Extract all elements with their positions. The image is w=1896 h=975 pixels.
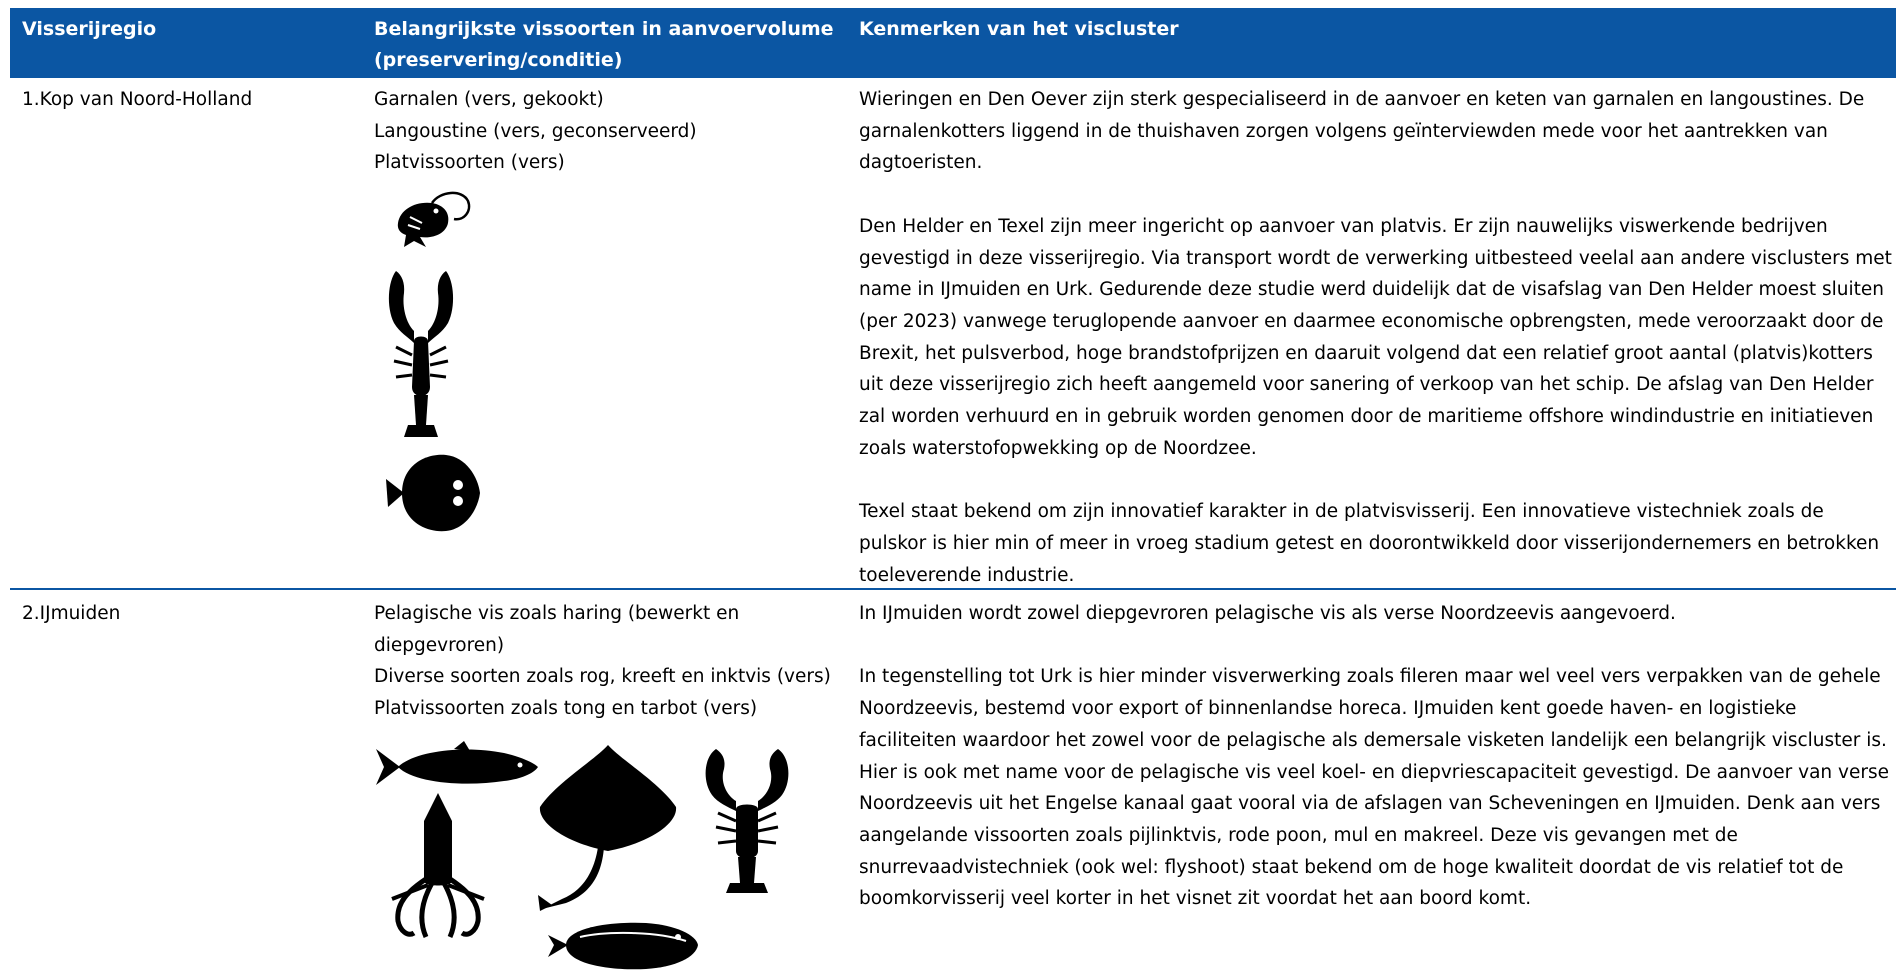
table-header <box>10 8 1896 78</box>
species-cell <box>362 598 849 975</box>
flatfish-icon <box>382 451 482 536</box>
species-line: Diverse soorten zoals rog, kreeft en inktvis (vers) <box>374 666 831 688</box>
species-line: Platvissoorten (vers) <box>374 152 565 174</box>
paragraph <box>859 496 1896 591</box>
text-line: aangelande vissoorten zoals pijlinktvis, rode poon, mul en makreel. Deze vis gevangen met de <box>859 824 1738 846</box>
text-line: Den Helder en Texel zijn meer ingericht op aanvoer van platvis. Er zijn nauwelijks viswerkende bedrijven <box>859 215 1828 237</box>
text-line: Wieringen en Den Oever zijn sterk gespecialiseerd in de aanvoer en keten van garnalen en langoustines. De <box>859 89 1865 110</box>
text-line: boomkorvisserij veel korter in het visnet zit voordat het aan boord komt. <box>859 888 1532 910</box>
lobster-icon <box>702 747 792 897</box>
header-characteristics: Kenmerken van het viscluster <box>859 18 1179 40</box>
species-line: Platvissoorten zoals tong en tarbot (vers) <box>374 698 758 720</box>
text-line: garnalenkotters liggend in de thuishaven zorgen volgens geïnterviewden mede voor het aantrekken van <box>859 120 1828 142</box>
header-region: Visserijregio <box>22 18 157 40</box>
text-line: (per 2023) vanwege teruglopende aanvoer en daarmee economische opbrengsten, mede veroorzaakt door de <box>859 310 1884 332</box>
text-line: dagtoeristen. <box>859 152 983 174</box>
region-cell: 2.IJmuiden <box>22 603 121 624</box>
paragraph <box>859 598 1896 630</box>
ray-icon <box>536 743 681 913</box>
text-line: Hier is ook met name voor de pelagische vis veel koel- en diepvriescapaciteit gevestigd. De aanvoer van verse <box>859 761 1889 783</box>
text-line: snurrevaadvistechniek (ook wel: flyshoot) staat bekend om de hoge kwaliteit doordat de vis relatief tot de <box>859 856 1844 878</box>
text-line: In IJmuiden wordt zowel diepgevroren pelagische vis als verse Noordzeevis aangevoerd. <box>859 603 1676 624</box>
text-line: Noordzeevis, bestemd voor export of binnenlandse horeca. IJmuiden kent goede haven- en logistieke <box>859 698 1797 720</box>
squid-icon <box>388 791 488 945</box>
species-line: diepgevroren) <box>374 634 505 656</box>
species-cell <box>362 84 849 588</box>
species-line: Langoustine (vers, geconserveerd) <box>374 120 697 142</box>
shrimp-icon <box>392 189 472 255</box>
herring-icon <box>374 739 539 795</box>
paragraph <box>859 84 1896 179</box>
paragraph <box>859 211 1896 465</box>
species-icons <box>374 179 849 539</box>
header-species <box>362 14 849 78</box>
text-line: Brexit, het pulsverbod, hoge brandstofprijzen en daaruit volgend dat een relatief groot aantal (platvis)kotters <box>859 342 1873 364</box>
text-line: zal worden verhuurd en in gebruik worden genomen door de maritieme offshore windindustrie en initiatieven <box>859 406 1874 428</box>
lobster-icon <box>386 267 456 442</box>
text-line: Texel staat bekend om zijn innovatief karakter in de platvisvisserij. Een innovatieve vistechniek zoals de <box>859 501 1824 523</box>
region-cell: 1.Kop van Noord-Holland <box>22 89 253 110</box>
table-row <box>10 590 1896 975</box>
text-line: toeleverende industrie. <box>859 564 1075 586</box>
fishery-regions-table <box>10 8 1896 975</box>
text-line: gevestigd in deze visserijregio. Via transport wordt de verwerking uitbesteed veelal aan andere visclusters met <box>859 247 1892 269</box>
characteristics-cell <box>849 84 1896 588</box>
text-line: name in IJmuiden en Urk. Gedurende deze studie werd duidelijk dat de visafslag van Den Helder moest sluiten <box>859 279 1884 301</box>
text-line: pulskor is hier min of meer in vroeg stadium getest en doorontwikkeld door visserijondernemers en betrokken <box>859 532 1880 554</box>
table-row <box>10 78 1896 590</box>
text-line: uit deze visserijregio zich heeft aangemeld voor sanering of verkoop van het schip. De afslag van Den Helder <box>859 374 1874 396</box>
text-line: In tegenstelling tot Urk is hier minder visverwerking zoals fileren maar wel veel vers verpakken van de gehele <box>859 666 1881 688</box>
text-line: Noordzeevis uit het Engelse kanaal gaat vooral via de afslagen van Scheveningen en IJmuiden. Denk aan vers <box>859 793 1881 815</box>
sole-icon <box>546 917 700 975</box>
text-line: faciliteiten waardoor het zowel voor de pelagische als demersale visketen landelijk een belangrijk viscluster is. <box>859 729 1887 751</box>
species-line: Pelagische vis zoals haring (bewerkt en <box>374 603 740 624</box>
header-species-line1: Belangrijkste vissoorten in aanvoervolume <box>374 18 834 40</box>
characteristics-cell <box>849 598 1896 975</box>
header-species-line2: (preservering/conditie) <box>374 49 623 71</box>
paragraph <box>859 661 1896 915</box>
species-line: Garnalen (vers, gekookt) <box>374 89 604 110</box>
text-line: zoals waterstofopwekking op de Noordzee. <box>859 437 1257 459</box>
species-icons <box>374 725 849 975</box>
